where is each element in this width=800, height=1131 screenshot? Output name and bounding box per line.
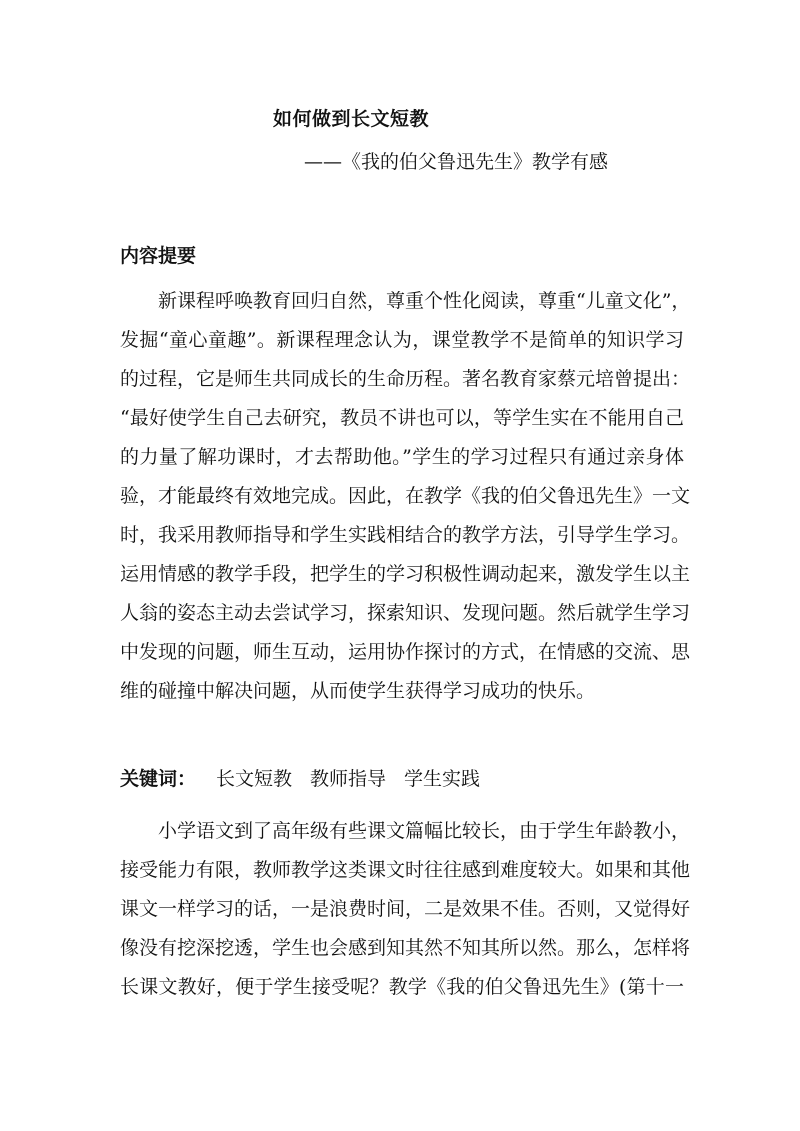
body-line: 长课文教好，便于学生接受呢？教学《我的伯父鲁迅先生》(第十一 bbox=[120, 976, 684, 998]
abstract-heading: 内容提要 bbox=[120, 245, 197, 267]
abstract-line: 人翁的姿态主动去尝试学习，探索知识、发现问题。然后就学生学习 bbox=[120, 602, 691, 624]
abstract-line: 新课程呼唤教育回归自然，尊重个性化阅读，尊重“儿童文化”， bbox=[158, 290, 691, 312]
body-paragraph bbox=[120, 812, 691, 1007]
abstract-paragraph bbox=[120, 282, 691, 711]
keywords-row bbox=[120, 764, 498, 791]
document-title: 如何做到长文短教 bbox=[273, 108, 430, 130]
abstract-line: 验，才能最终有效地完成。因此，在教学《我的伯父鲁迅先生》一文 bbox=[120, 485, 691, 507]
keyword: 教师指导 bbox=[310, 768, 387, 790]
keywords-label: 关键词： bbox=[120, 768, 197, 790]
abstract-line: 的过程，它是师生共同成长的生命历程。著名教育家蔡元培曾提出： bbox=[120, 368, 691, 390]
abstract-line: 发掘“童心童趣”。新课程理念认为，课堂教学不是简单的知识学习 bbox=[120, 329, 684, 351]
keyword: 学生实践 bbox=[404, 768, 481, 790]
abstract-line: 维的碰撞中解决问题，从而使学生获得学习成功的快乐。 bbox=[120, 680, 596, 702]
abstract-line: 中发现的问题，师生互动，运用协作探讨的方式，在情感的交流、思 bbox=[120, 641, 691, 663]
keyword: 长文短教 bbox=[216, 768, 293, 790]
body-line: 课文一样学习的话，一是浪费时间，二是效果不佳。否则，又觉得好 bbox=[120, 898, 691, 920]
body-line: 接受能力有限，教师教学这类课文时往往感到难度较大。如果和其他 bbox=[120, 859, 691, 881]
body-line: 小学语文到了高年级有些课文篇幅比较长，由于学生年龄教小， bbox=[158, 820, 691, 842]
document-subtitle: ——《我的伯父鲁迅先生》教学有感 bbox=[304, 151, 609, 173]
body-line: 像没有挖深挖透，学生也会感到知其然不知其所以然。那么，怎样将 bbox=[120, 937, 691, 959]
abstract-line: 时，我采用教师指导和学生实践相结合的教学方法，引导学生学习。 bbox=[120, 524, 691, 546]
abstract-line: 运用情感的教学手段，把学生的学习积极性调动起来，激发学生以主 bbox=[120, 563, 691, 585]
abstract-line: “最好使学生自己去研究，教员不讲也可以，等学生实在不能用自己 bbox=[120, 407, 684, 429]
abstract-line: 的力量了解功课时，才去帮助他。”学生的学习过程只有通过亲身体 bbox=[120, 446, 684, 468]
